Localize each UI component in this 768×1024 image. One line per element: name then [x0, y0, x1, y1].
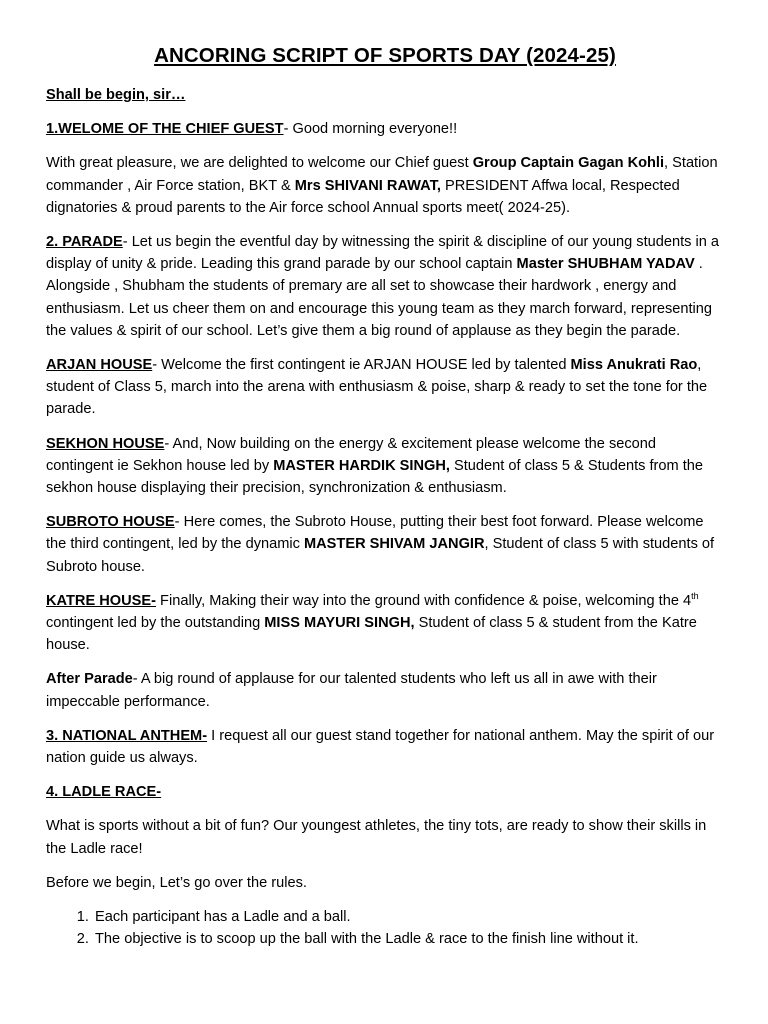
welcome-text-c: PRESIDENT Affwa local, Respected dignatories & proud parents to the Air force school Annual sports meet( 2024-25). — [46, 177, 680, 216]
subroto-text-a: - Here comes, the Subroto House, putting their best foot forward. Please welcome the third contingent, led by the dynamic — [46, 514, 704, 553]
anthem-paragraph — [46, 725, 724, 769]
welcome-text-a: With great pleasure, we are delighted to welcome our Chief guest — [46, 155, 473, 172]
subroto-text-b: , Student of class 5 with students of Subroto house. — [46, 536, 715, 575]
welcome-text-b: , Station commander , Air Force station, BKT & — [46, 155, 718, 194]
sekhon-heading: SEKHON HOUSE — [46, 435, 165, 452]
welcome-lead: - Good morning everyone!! — [283, 121, 458, 138]
katre-text-c: Student of class 5 & student from the Katre house. — [46, 615, 697, 654]
welcome-paragraph — [46, 152, 724, 219]
sekhon-leader: MASTER HARDIK SINGH, — [273, 457, 450, 474]
after-parade-paragraph — [46, 668, 724, 712]
katre-superscript: th — [691, 591, 699, 601]
welcome-heading: 1.WELOME OF THE CHIEF GUEST — [46, 121, 284, 138]
anthem-text: I request all our guest stand together for national anthem. May the spirit of our nation guide us always. — [46, 727, 715, 767]
ladle-heading-line — [46, 781, 724, 803]
chief-guest-name: Group Captain Gagan Kohli — [472, 155, 665, 172]
school-captain-name: Master SHUBHAM YADAV — [516, 256, 695, 273]
katre-text-a: Finally, Making their way into the ground with confidence & poise, welcoming the 4 — [156, 592, 692, 609]
list-item: 1. Each participant has a Ladle and a ball. — [93, 906, 724, 928]
subroto-heading: SUBROTO HOUSE — [46, 514, 175, 531]
anthem-heading: 3. NATIONAL ANTHEM- — [46, 727, 208, 744]
ladle-intro: What is sports without a bit of fun? Our youngest athletes, the tiny tots, are ready to show their skills in the Ladle race! — [46, 818, 707, 857]
ladle-rules-intro: Before we begin, Let’s go over the rules. — [46, 874, 307, 891]
opening-line — [46, 84, 724, 106]
sekhon-text-a: - And, Now building on the energy & excitement please welcome the second contingent ie Sekhon house led by — [46, 435, 657, 474]
arjan-paragraph — [46, 354, 724, 421]
ladle-heading: 4. LADLE RACE- — [46, 784, 162, 801]
welcome-heading-line — [46, 118, 724, 140]
katre-heading: KATRE HOUSE- — [46, 592, 156, 609]
katre-leader: MISS MAYURI SINGH, — [264, 615, 415, 632]
opening-text: Shall be begin, sir… — [46, 87, 186, 103]
arjan-text-a: - Welcome the first contingent ie ARJAN HOUSE led by talented — [152, 357, 571, 374]
ladle-rules-list — [46, 906, 724, 950]
guest2-name: Mrs SHIVANI RAWAT, — [294, 177, 441, 194]
arjan-heading: ARJAN HOUSE — [46, 357, 153, 374]
arjan-text-b: , student of Class 5, march into the arena with enthusiasm & poise, sharp & ready to set the tone for the parade. — [46, 357, 708, 418]
subroto-leader: MASTER SHIVAM JANGIR — [303, 536, 485, 553]
sekhon-text-b: Student of class 5 & Students from the sekhon house displaying their precision, synchronization & enthusiasm. — [46, 457, 704, 497]
parade-text-b: . Alongside , Shubham the students of premary are all set to showcase their hardwork , energy and enthusiasm. Let us cheer them on and encourage this young team as they march forward, representing the values & spirit of our school. Let’s give them a big round of applause as they begin the parade. — [46, 256, 713, 339]
after-parade-heading: After Parade — [46, 671, 133, 688]
subroto-paragraph — [46, 511, 724, 578]
parade-paragraph — [46, 231, 724, 342]
sekhon-paragraph — [46, 433, 724, 500]
parade-heading: 2. PARADE — [46, 234, 123, 251]
katre-text-b: contingent led by the outstanding — [46, 615, 265, 632]
after-parade-text: - A big round of applause for our talented students who left us all in awe with their impeccable performance. — [46, 671, 657, 710]
parade-text-a: - Let us begin the eventful day by witnessing the spirit & discipline of our young students in a display of unity & pride. Leading this grand parade by our school captain — [46, 234, 720, 273]
list-item: 2. The objective is to scoop up the ball with the Ladle & race to the finish line without it. — [93, 928, 724, 950]
page-title: ANCORING SCRIPT OF SPORTS DAY (2024-25) — [154, 44, 616, 67]
katre-paragraph — [46, 590, 724, 657]
arjan-leader: Miss Anukrati Rao — [570, 357, 698, 374]
